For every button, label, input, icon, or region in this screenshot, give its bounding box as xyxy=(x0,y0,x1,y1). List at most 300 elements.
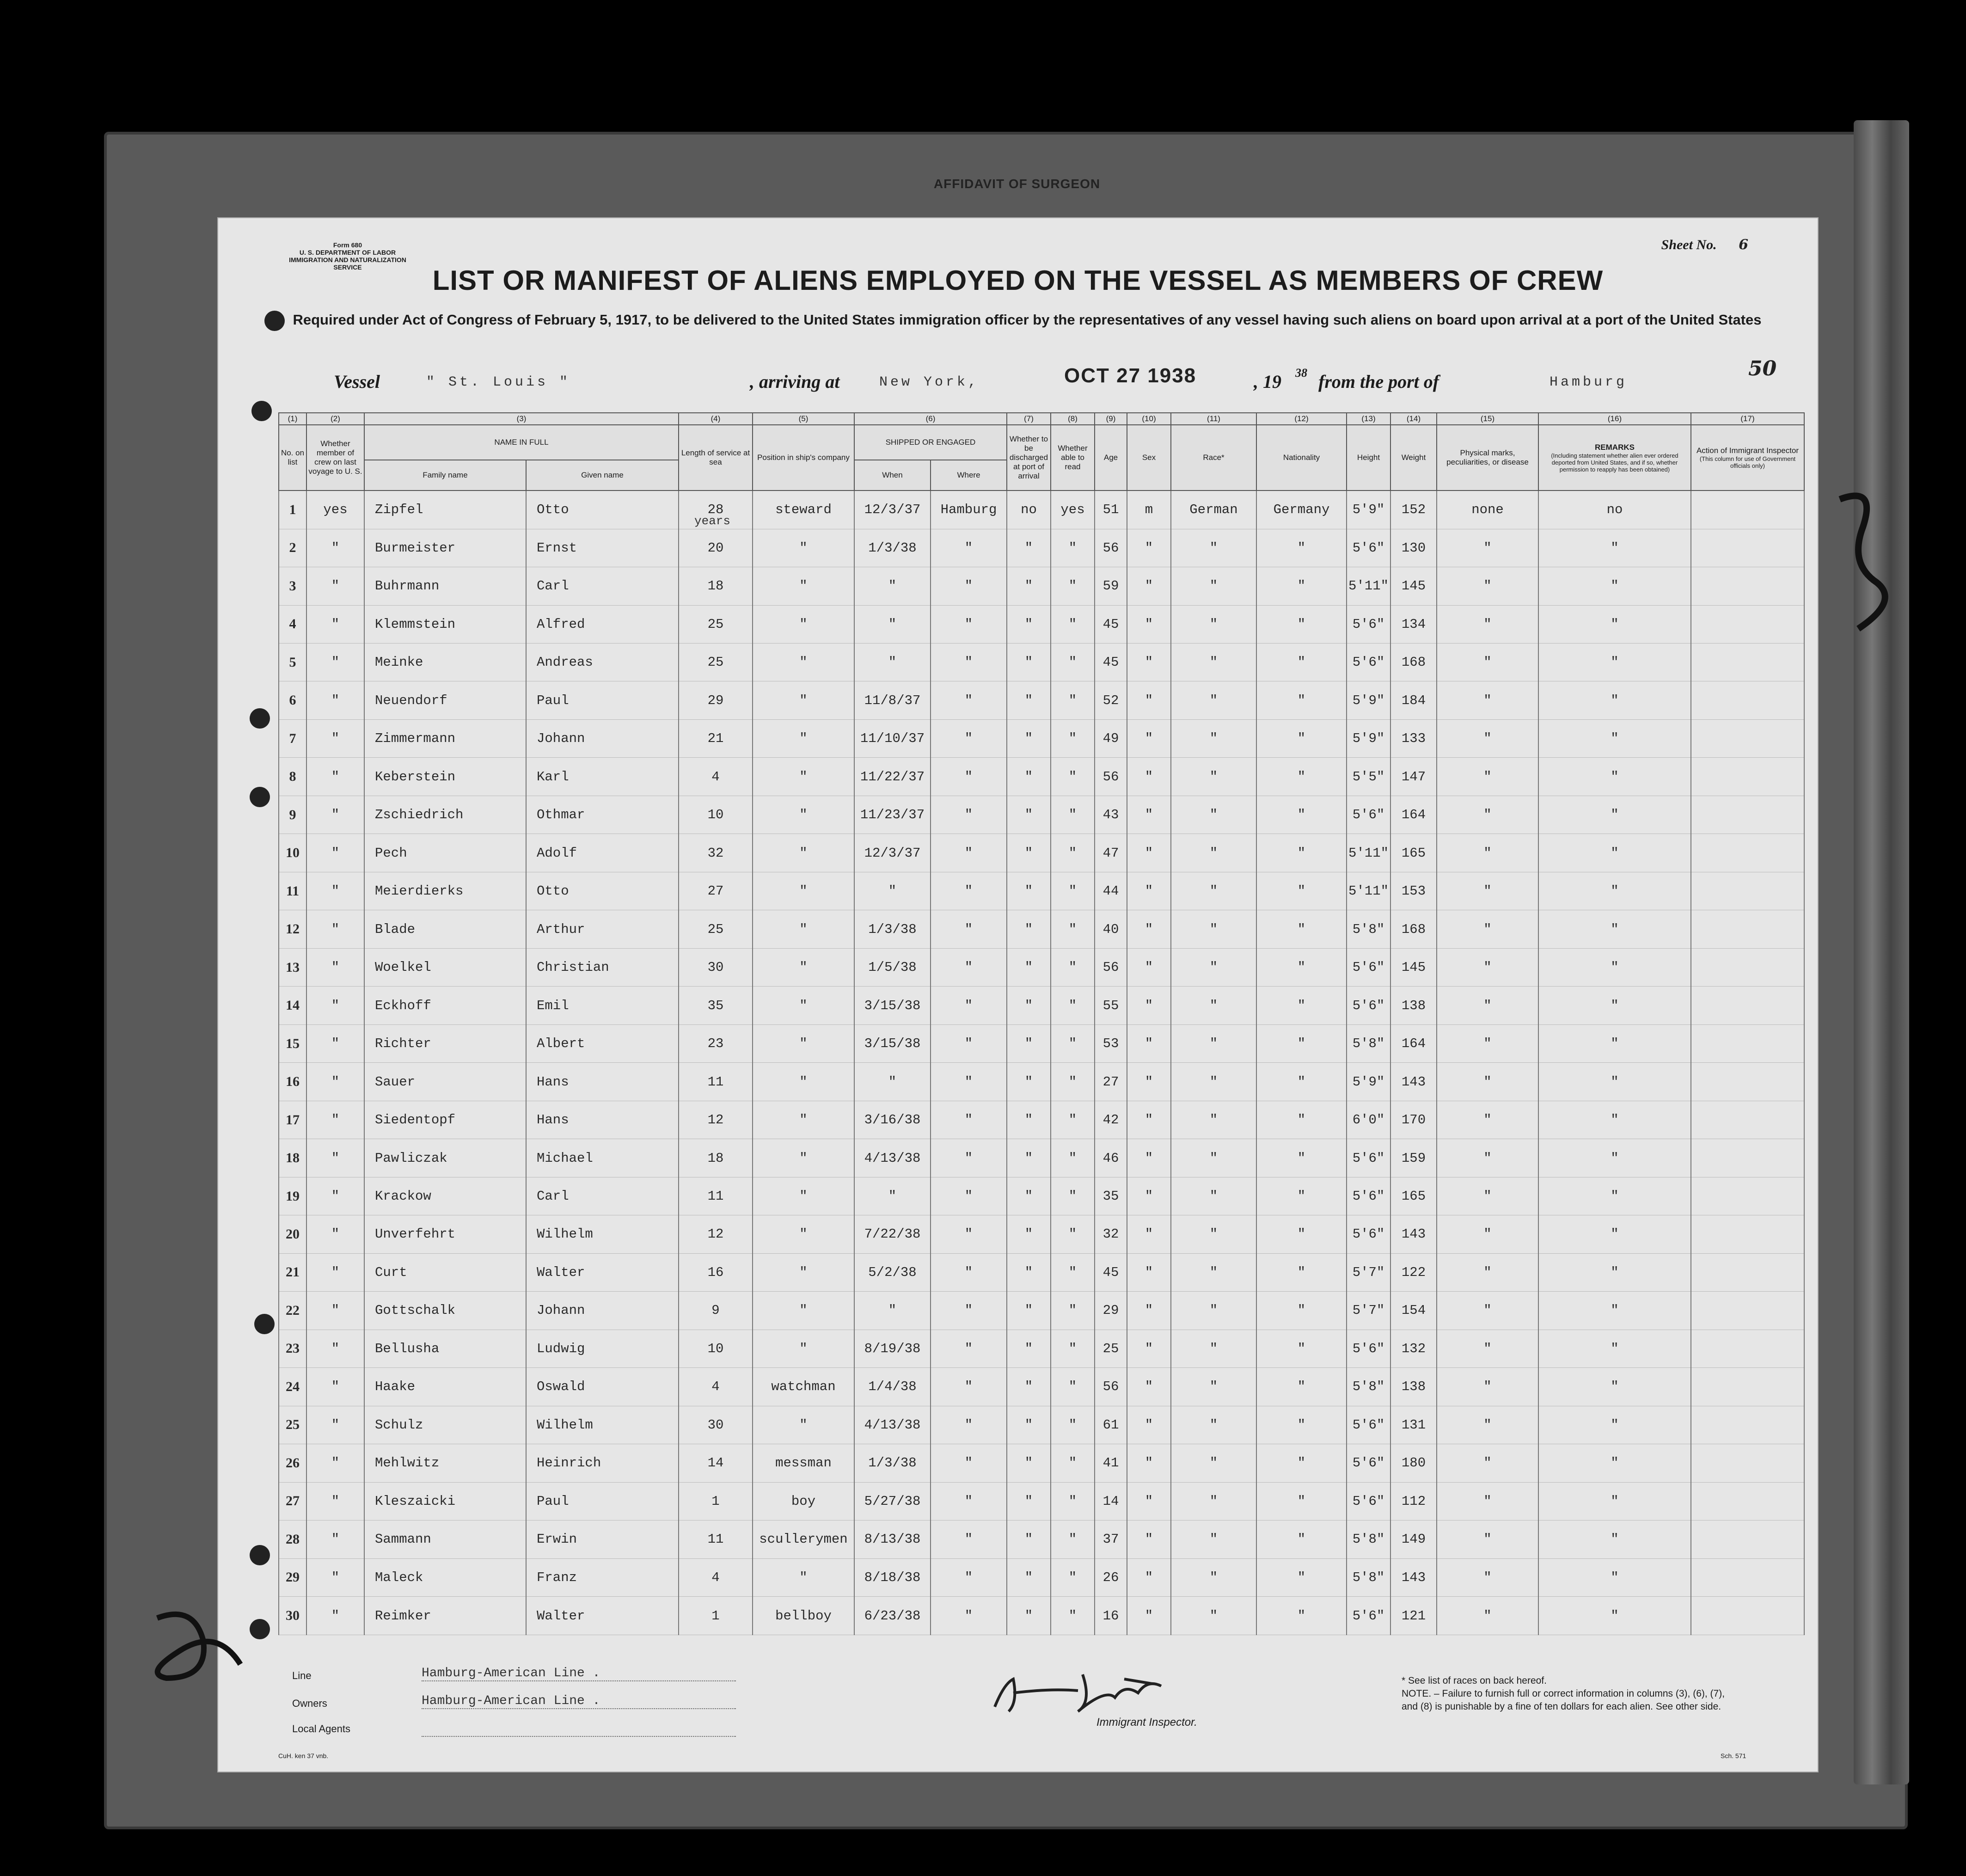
cell-sex: " xyxy=(1127,987,1171,1024)
cell-act xyxy=(1691,834,1804,872)
cell-rem: " xyxy=(1538,1330,1691,1367)
cell-crew: " xyxy=(306,1406,364,1444)
cell-crew: " xyxy=(306,1139,364,1177)
cell-nat: " xyxy=(1256,605,1347,643)
cell-pos: " xyxy=(753,1292,854,1330)
cell-when: 5/27/38 xyxy=(854,1482,931,1520)
page-subtitle: Required under Act of Congress of February 5, 1917, to be delivered to the United States immigration officer by the representatives of any vessel having such aliens on board upon arrival at a port of the United States xyxy=(293,312,1762,328)
cell-giv: Wilhelm xyxy=(526,1215,679,1253)
cell-nat: " xyxy=(1256,681,1347,719)
column-number-row xyxy=(279,413,1804,425)
header-where: Where xyxy=(931,460,1007,490)
cell-race: " xyxy=(1171,910,1256,948)
cell-rem: " xyxy=(1538,1444,1691,1482)
vessel-line xyxy=(334,357,1777,398)
cell-disc: " xyxy=(1007,1177,1051,1215)
cell-race: " xyxy=(1171,567,1256,605)
cell-rem: " xyxy=(1538,1253,1691,1291)
cell-crew: " xyxy=(306,1444,364,1482)
cell-disc: " xyxy=(1007,1215,1051,1253)
cell-len: 30 xyxy=(679,1406,753,1444)
cell-hgt: 5'8" xyxy=(1347,1520,1390,1558)
table-row xyxy=(279,1101,1804,1139)
header-given-name: Given name xyxy=(526,460,679,490)
cell-disc: " xyxy=(1007,1482,1051,1520)
cell-giv: Michael xyxy=(526,1139,679,1177)
cell-act xyxy=(1691,1177,1804,1215)
cell-len: 1 xyxy=(679,1482,753,1520)
cell-hgt: 5'11" xyxy=(1347,872,1390,910)
cell-crew: " xyxy=(306,796,364,834)
cell-giv: Karl xyxy=(526,758,679,796)
cell-giv: Paul xyxy=(526,681,679,719)
cell-read: " xyxy=(1051,1024,1095,1062)
cell-crew: " xyxy=(306,643,364,681)
cell-when: " xyxy=(854,1063,931,1101)
table-row xyxy=(279,872,1804,910)
cell-len: 11 xyxy=(679,1177,753,1215)
cell-len: 21 xyxy=(679,719,753,757)
cell-race: " xyxy=(1171,1215,1256,1253)
cell-len: 25 xyxy=(679,643,753,681)
cell-race: " xyxy=(1171,719,1256,757)
cell-act xyxy=(1691,1558,1804,1596)
cell-crew: " xyxy=(306,834,364,872)
cell-nat: " xyxy=(1256,872,1347,910)
cell-pos: " xyxy=(753,719,854,757)
cell-len: 11 xyxy=(679,1520,753,1558)
cell-fam: Buhrmann xyxy=(364,567,526,605)
cell-age: 41 xyxy=(1095,1444,1127,1482)
cell-when: 8/13/38 xyxy=(854,1520,931,1558)
cell-disc: " xyxy=(1007,681,1051,719)
cell-nat: " xyxy=(1256,758,1347,796)
cell-act xyxy=(1691,490,1804,529)
cell-giv: Alfred xyxy=(526,605,679,643)
cell-rem: " xyxy=(1538,1024,1691,1062)
cell-act xyxy=(1691,1101,1804,1139)
cell-fam: Burmeister xyxy=(364,529,526,567)
cell-when: " xyxy=(854,567,931,605)
cell-sex: " xyxy=(1127,1292,1171,1330)
cell-wgt: 147 xyxy=(1390,758,1437,796)
cell-fam: Gottschalk xyxy=(364,1292,526,1330)
cell-disc: " xyxy=(1007,1024,1051,1062)
cell-sex: " xyxy=(1127,758,1171,796)
header-sex: Sex xyxy=(1127,425,1171,490)
cell-phys: " xyxy=(1437,1063,1538,1101)
cell-giv: Franz xyxy=(526,1558,679,1596)
cell-disc: " xyxy=(1007,1253,1051,1291)
cell-when: 11/8/37 xyxy=(854,681,931,719)
cell-read: " xyxy=(1051,948,1095,986)
cell-hgt: 5'9" xyxy=(1347,1063,1390,1101)
cell-disc: " xyxy=(1007,796,1051,834)
column-header-row xyxy=(279,425,1804,460)
cell-sex: " xyxy=(1127,1520,1171,1558)
cell-read: " xyxy=(1051,796,1095,834)
cell-where: " xyxy=(931,643,1007,681)
remarks-note: (Including statement whether alien ever ordered deported from United States, and if so, whether permission to reapply has been obtained) xyxy=(1551,452,1678,473)
cell-nat: " xyxy=(1256,1101,1347,1139)
cell-when: 4/13/38 xyxy=(854,1406,931,1444)
cell-wgt: 152 xyxy=(1390,490,1437,529)
cell-race: " xyxy=(1171,1406,1256,1444)
cell-crew: " xyxy=(306,529,364,567)
cell-when: 11/23/37 xyxy=(854,796,931,834)
table-row xyxy=(279,1253,1804,1291)
cell-hgt: 5'6" xyxy=(1347,987,1390,1024)
cell-age: 46 xyxy=(1095,1139,1127,1177)
cell-wgt: 145 xyxy=(1390,567,1437,605)
local-agents-value xyxy=(422,1723,736,1737)
cell-age: 43 xyxy=(1095,796,1127,834)
cell-sex: " xyxy=(1127,1406,1171,1444)
cell-crew: " xyxy=(306,1292,364,1330)
cell-where: " xyxy=(931,605,1007,643)
cell-fam: Pawliczak xyxy=(364,1139,526,1177)
cell-age: 35 xyxy=(1095,1177,1127,1215)
margin-scribble xyxy=(1821,490,1914,638)
header-length-service: Length of service at sea xyxy=(679,425,753,490)
cell-pos: " xyxy=(753,948,854,986)
cell-fam: Woelkel xyxy=(364,948,526,986)
cell-hgt: 5'9" xyxy=(1347,490,1390,529)
cell-giv: Walter xyxy=(526,1253,679,1291)
cell-crew: " xyxy=(306,605,364,643)
punch-hole xyxy=(254,1314,275,1334)
cell-len: 23 xyxy=(679,1024,753,1062)
cell-nat: " xyxy=(1256,643,1347,681)
cell-giv: Carl xyxy=(526,567,679,605)
cell-crew: " xyxy=(306,1024,364,1062)
cell-race: " xyxy=(1171,1024,1256,1062)
table-row xyxy=(279,719,1804,757)
cell-where: " xyxy=(931,1482,1007,1520)
cell-disc: " xyxy=(1007,529,1051,567)
cell-age: 51 xyxy=(1095,490,1127,529)
cell-giv: Otto xyxy=(526,490,679,529)
cell-fam: Klemmstein xyxy=(364,605,526,643)
col-number: (3) xyxy=(364,413,679,425)
cell-phys: " xyxy=(1437,1558,1538,1596)
cell-phys: " xyxy=(1437,719,1538,757)
action-note: (This column for use of Government officials only) xyxy=(1699,455,1796,469)
cell-giv: Paul xyxy=(526,1482,679,1520)
footer-notes xyxy=(1402,1674,1725,1713)
cell-crew: " xyxy=(306,1330,364,1367)
cell-wgt: 180 xyxy=(1390,1444,1437,1482)
page-title: LIST OR MANIFEST OF ALIENS EMPLOYED ON THE VESSEL AS MEMBERS OF CREW xyxy=(432,265,1604,296)
cell-act xyxy=(1691,987,1804,1024)
cell-where: " xyxy=(931,1330,1007,1367)
cell-sex: " xyxy=(1127,1253,1171,1291)
inspector-label: Immigrant Inspector. xyxy=(1096,1716,1197,1729)
punch-hole xyxy=(250,708,270,729)
cell-where: " xyxy=(931,758,1007,796)
cell-fam: Eckhoff xyxy=(364,987,526,1024)
cell-race: " xyxy=(1171,872,1256,910)
cell-sex: " xyxy=(1127,1139,1171,1177)
cell-sex: " xyxy=(1127,1024,1171,1062)
table-row xyxy=(279,1368,1804,1406)
cell-pos: " xyxy=(753,796,854,834)
cell-age: 42 xyxy=(1095,1101,1127,1139)
cell-len: 12 xyxy=(679,1101,753,1139)
cell-when: 8/18/38 xyxy=(854,1558,931,1596)
header-remarks xyxy=(1538,425,1691,490)
col-number: (2) xyxy=(306,413,364,425)
cell-fam: Meinke xyxy=(364,643,526,681)
cell-nat: " xyxy=(1256,1597,1347,1635)
table-row xyxy=(279,643,1804,681)
cell-hgt: 5'9" xyxy=(1347,719,1390,757)
cell-sex: " xyxy=(1127,834,1171,872)
table-row xyxy=(279,1520,1804,1558)
cell-pos: messman xyxy=(753,1444,854,1482)
cell-nat: " xyxy=(1256,1406,1347,1444)
cell-num: 20 xyxy=(279,1215,306,1253)
cell-crew: " xyxy=(306,567,364,605)
cell-disc: " xyxy=(1007,1368,1051,1406)
cell-pos: boy xyxy=(753,1482,854,1520)
cell-where: " xyxy=(931,1024,1007,1062)
cell-read: yes xyxy=(1051,490,1095,529)
cell-read: " xyxy=(1051,1292,1095,1330)
cell-race: " xyxy=(1171,987,1256,1024)
cell-read: " xyxy=(1051,1482,1095,1520)
cell-fam: Pech xyxy=(364,834,526,872)
cell-num: 15 xyxy=(279,1024,306,1062)
cell-where: " xyxy=(931,1558,1007,1596)
cell-phys: " xyxy=(1437,1520,1538,1558)
cell-fam: Mehlwitz xyxy=(364,1444,526,1482)
form-number: Form 680 xyxy=(333,241,362,249)
table-row xyxy=(279,1482,1804,1520)
cell-sex: " xyxy=(1127,1063,1171,1101)
cell-sex: " xyxy=(1127,681,1171,719)
cell-age: 49 xyxy=(1095,719,1127,757)
cell-rem: " xyxy=(1538,1292,1691,1330)
cell-hgt: 5'8" xyxy=(1347,1368,1390,1406)
table-row xyxy=(279,1139,1804,1177)
table-row xyxy=(279,1292,1804,1330)
cell-pos: " xyxy=(753,1215,854,1253)
cell-where: " xyxy=(931,948,1007,986)
cell-when: " xyxy=(854,643,931,681)
cell-sex: " xyxy=(1127,796,1171,834)
cell-pos: " xyxy=(753,681,854,719)
cell-when: 1/4/38 xyxy=(854,1368,931,1406)
cell-nat: " xyxy=(1256,1444,1347,1482)
col-number: (13) xyxy=(1347,413,1390,425)
cell-disc: " xyxy=(1007,987,1051,1024)
cell-crew: " xyxy=(306,1215,364,1253)
cell-read: " xyxy=(1051,1597,1095,1635)
punch-hole xyxy=(264,311,285,331)
cell-giv: Johann xyxy=(526,719,679,757)
cell-age: 52 xyxy=(1095,681,1127,719)
cell-sex: " xyxy=(1127,910,1171,948)
cell-phys: " xyxy=(1437,987,1538,1024)
cell-race: " xyxy=(1171,1558,1256,1596)
cell-sex: " xyxy=(1127,1444,1171,1482)
table-row xyxy=(279,605,1804,643)
cell-age: 56 xyxy=(1095,529,1127,567)
punch-hole xyxy=(250,1545,270,1565)
cell-len: 35 xyxy=(679,987,753,1024)
cell-pos: " xyxy=(753,567,854,605)
cell-len: 28 xyxy=(679,490,753,529)
cell-disc: " xyxy=(1007,1597,1051,1635)
cell-nat: " xyxy=(1256,948,1347,986)
cell-fam: Sauer xyxy=(364,1063,526,1101)
col-number: (1) xyxy=(279,413,306,425)
cell-num: 9 xyxy=(279,796,306,834)
cell-when: 3/15/38 xyxy=(854,987,931,1024)
owners-value: Hamburg-American Line . xyxy=(422,1694,736,1709)
table-row xyxy=(279,1024,1804,1062)
cell-where: " xyxy=(931,1063,1007,1101)
cell-len: 27 xyxy=(679,872,753,910)
cell-disc: " xyxy=(1007,834,1051,872)
cell-read: " xyxy=(1051,758,1095,796)
cell-act xyxy=(1691,567,1804,605)
header-family-name: Family name xyxy=(364,460,526,490)
cell-phys: " xyxy=(1437,1444,1538,1482)
col-number: (11) xyxy=(1171,413,1256,425)
cell-len: 10 xyxy=(679,796,753,834)
cell-read: " xyxy=(1051,1558,1095,1596)
cell-race: " xyxy=(1171,758,1256,796)
cell-rem: " xyxy=(1538,1520,1691,1558)
cell-len: 18 xyxy=(679,567,753,605)
margin-scribble xyxy=(139,1600,259,1692)
cell-fam: Zipfel xyxy=(364,490,526,529)
cell-read: " xyxy=(1051,910,1095,948)
cell-wgt: 122 xyxy=(1390,1253,1437,1291)
cell-disc: " xyxy=(1007,567,1051,605)
cell-len: 29 xyxy=(679,681,753,719)
cell-hgt: 5'6" xyxy=(1347,1406,1390,1444)
col-number: (5) xyxy=(753,413,854,425)
cell-fam: Reimker xyxy=(364,1597,526,1635)
cell-hgt: 5'6" xyxy=(1347,529,1390,567)
col-number: (14) xyxy=(1390,413,1437,425)
cell-disc: " xyxy=(1007,758,1051,796)
cell-where: " xyxy=(931,987,1007,1024)
cell-rem: no xyxy=(1538,490,1691,529)
cell-when: 4/13/38 xyxy=(854,1139,931,1177)
cell-giv: Erwin xyxy=(526,1520,679,1558)
cell-pos: " xyxy=(753,1101,854,1139)
owners-label: Owners xyxy=(292,1698,327,1709)
cell-fam: Kleszaicki xyxy=(364,1482,526,1520)
cell-giv: Wilhelm xyxy=(526,1406,679,1444)
cell-num: 25 xyxy=(279,1406,306,1444)
cell-nat: " xyxy=(1256,1558,1347,1596)
cell-nat: " xyxy=(1256,910,1347,948)
cell-race: " xyxy=(1171,1292,1256,1330)
header-name-in-full: NAME IN FULL xyxy=(364,425,679,460)
cell-fam: Maleck xyxy=(364,1558,526,1596)
cell-disc: " xyxy=(1007,1520,1051,1558)
cell-wgt: 168 xyxy=(1390,910,1437,948)
cell-wgt: 143 xyxy=(1390,1063,1437,1101)
cell-act xyxy=(1691,1253,1804,1291)
cell-when: " xyxy=(854,605,931,643)
page-stack-edge xyxy=(1854,120,1909,1784)
cell-rem: " xyxy=(1538,1368,1691,1406)
cell-wgt: 138 xyxy=(1390,987,1437,1024)
cell-rem: " xyxy=(1538,681,1691,719)
cell-len: 18 xyxy=(679,1139,753,1177)
header-race: Race* xyxy=(1171,425,1256,490)
cell-when: 3/15/38 xyxy=(854,1024,931,1062)
col-number: (7) xyxy=(1007,413,1051,425)
cell-sex: " xyxy=(1127,1368,1171,1406)
cell-act xyxy=(1691,872,1804,910)
cell-fam: Keberstein xyxy=(364,758,526,796)
cell-fam: Meierdierks xyxy=(364,872,526,910)
cell-wgt: 130 xyxy=(1390,529,1437,567)
cell-sex: " xyxy=(1127,872,1171,910)
cell-rem: " xyxy=(1538,758,1691,796)
cell-when: 7/22/38 xyxy=(854,1215,931,1253)
cell-where: " xyxy=(931,1520,1007,1558)
cell-crew: " xyxy=(306,1597,364,1635)
cell-sex: " xyxy=(1127,1482,1171,1520)
cell-disc: " xyxy=(1007,643,1051,681)
cell-len: 20 xyxy=(679,529,753,567)
cell-where: " xyxy=(931,834,1007,872)
punch-hole xyxy=(250,787,270,807)
cell-hgt: 5'6" xyxy=(1347,1597,1390,1635)
cell-wgt: 134 xyxy=(1390,605,1437,643)
cell-num: 10 xyxy=(279,834,306,872)
cell-act xyxy=(1691,948,1804,986)
cell-len: 16 xyxy=(679,1253,753,1291)
cell-fam: Bellusha xyxy=(364,1330,526,1367)
cell-giv: Ludwig xyxy=(526,1330,679,1367)
cell-read: " xyxy=(1051,1215,1095,1253)
cell-when: 11/22/37 xyxy=(854,758,931,796)
cell-rem: " xyxy=(1538,910,1691,948)
cell-race: " xyxy=(1171,1139,1256,1177)
cell-age: 45 xyxy=(1095,1253,1127,1291)
header-nationality: Nationality xyxy=(1256,425,1347,490)
table-row xyxy=(279,758,1804,796)
cell-giv: Oswald xyxy=(526,1368,679,1406)
cell-phys: " xyxy=(1437,1482,1538,1520)
cell-act xyxy=(1691,1292,1804,1330)
cell-sex: " xyxy=(1127,1558,1171,1596)
cell-fam: Haake xyxy=(364,1368,526,1406)
cell-read: " xyxy=(1051,1139,1095,1177)
cell-hgt: 5'8" xyxy=(1347,1558,1390,1596)
cell-race: " xyxy=(1171,529,1256,567)
cell-act xyxy=(1691,796,1804,834)
cell-age: 29 xyxy=(1095,1292,1127,1330)
cell-hgt: 5'6" xyxy=(1347,1215,1390,1253)
cell-wgt: 121 xyxy=(1390,1597,1437,1635)
cell-wgt: 153 xyxy=(1390,872,1437,910)
cell-age: 32 xyxy=(1095,1215,1127,1253)
cell-len: 25 xyxy=(679,910,753,948)
cell-disc: " xyxy=(1007,605,1051,643)
table-row xyxy=(279,1063,1804,1101)
cell-sex: " xyxy=(1127,1101,1171,1139)
